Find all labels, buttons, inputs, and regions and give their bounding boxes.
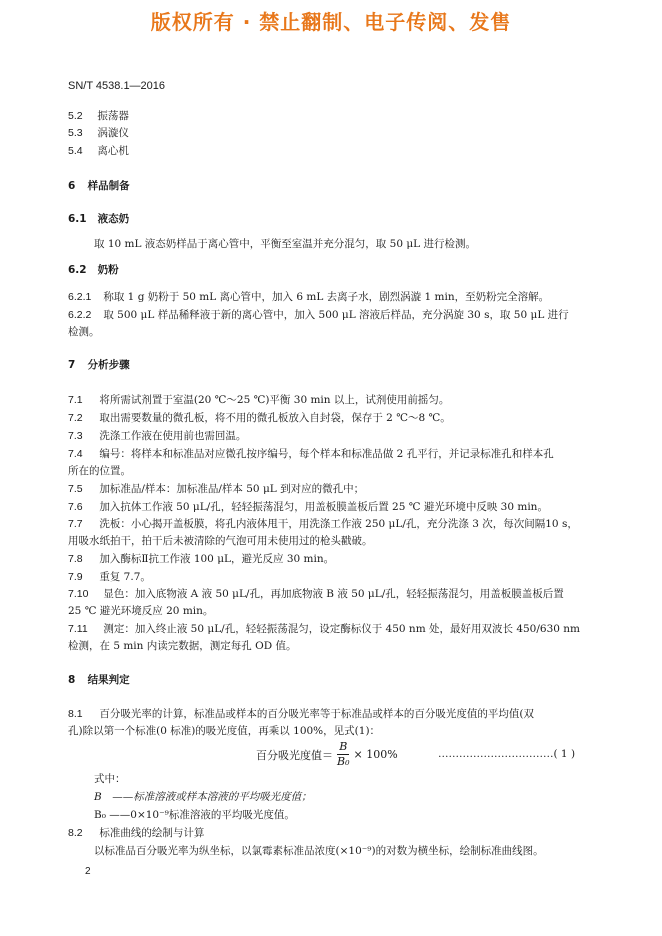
standard-number: SN/T 4538.1—2016	[68, 80, 166, 92]
section-heading-8: 8 结果判定	[68, 674, 130, 686]
step-item: 7.2 取出需要数量的微孔板，将不用的微孔板放入自封袋，保存于 2 ℃～8 ℃。	[68, 412, 451, 424]
list-item: 5.2 振荡器	[68, 110, 129, 122]
definition-b: B ——标准溶液或样本溶液的平均吸光度值；	[94, 791, 312, 803]
paragraph-6-2-2-cont: 检测。	[68, 326, 100, 338]
formula-rhs: × 100%	[353, 748, 398, 761]
formula-1	[256, 740, 398, 769]
paragraph-8-1-cont: 孔)除以第一个标准(0 标准)的吸光度值，再乘以 100%，见式(1)：	[68, 725, 381, 737]
step-item: 7.9 重复 7.7。	[68, 571, 151, 583]
paragraph-6-1: 取 10 mL 液态奶样品于离心管中，平衡至室温并充分混匀，取 50 μL 进行检测。	[94, 238, 476, 250]
page-number: 2	[85, 866, 91, 877]
list-item: 5.4 离心机	[68, 145, 129, 157]
step-item: 7.5 加标准品/样本：加标准品/样本 50 μL 到对应的微孔中；	[68, 483, 365, 495]
step-item: 7.11 测定：加入终止液 50 μL/孔，轻轻振荡混匀，设定酶标仪于 450 nm 处，最好用双波长 450/630 nm	[68, 623, 581, 635]
paragraph-8-2: 8.2 标准曲线的绘制与计算	[68, 827, 205, 839]
list-item: 5.3 涡漩仪	[68, 127, 129, 139]
step-item: 7.10 显色：加入底物液 A 液 50 μL/孔，再加底物液 B 液 50 μL/孔，轻轻振荡混匀，用盖板膜盖板后置	[68, 588, 564, 600]
step-item-cont: 用吸水纸拍干，拍干后未被清除的气泡可用未使用过的枪头戳破。	[68, 535, 373, 547]
section-heading-6-1: 6.1 液态奶	[68, 213, 130, 225]
paragraph-6-2-1: 6.2.1 称取 1 g 奶粉于 50 mL 离心管中，加入 6 mL 去离子水，剧烈涡漩 1 min，至奶粉完全溶解。	[68, 291, 550, 303]
step-item: 7.4 编号：将样本和标准品对应微孔按序编号，每个样本和标准品做 2 孔平行，并记录标准孔和样本孔	[68, 448, 554, 460]
step-item: 7.3 洗涤工作液在使用前也需回温。	[68, 430, 247, 442]
equation-number: ……………………………( 1 )	[438, 748, 576, 760]
formula-fraction	[337, 740, 350, 769]
section-heading-6-2: 6.2 奶粉	[68, 264, 119, 276]
step-item: 7.6 加入抗体工作液 50 μL/孔，轻轻振荡混匀，用盖板膜盖板后置 25 ℃ 避光环境中反映 30 min。	[68, 501, 548, 513]
formula-numerator: B	[339, 740, 348, 753]
paragraph-6-2-2: 6.2.2 取 500 μL 样品稀释液于新的离心管中，加入 500 μL 溶液后样品，充分涡旋 30 s，取 50 μL 进行	[68, 309, 569, 321]
step-item: 7.7 洗板：小心揭开盖板膜，将孔内液体甩干，用洗涤工作液 250 μL/孔，充分洗涤 3 次，每次间隔10 s，	[68, 518, 578, 530]
formula-denominator: B₀	[337, 755, 350, 768]
step-item: 7.1 将所需试剂置于室温(20 ℃～25 ℃)平衡 30 min 以上，试剂使用前摇匀。	[68, 394, 450, 406]
where-label: 式中：	[94, 773, 126, 785]
step-item: 7.8 加入酶标Ⅱ抗工作液 100 μL，避光反应 30 min。	[68, 553, 335, 565]
watermark-banner: 版权所有 · 禁止翻制、电子传阅、发售	[150, 10, 512, 34]
section-heading-6: 6 样品制备	[68, 180, 130, 192]
step-item-cont: 所在的位置。	[68, 465, 131, 477]
paragraph-8-2-text: 以标准品百分吸光率为纵坐标，以氯霉素标准品浓度(×10⁻⁹)的对数为横坐标，绘制标准曲线图。	[94, 845, 544, 857]
paragraph-8-1: 8.1 百分吸光率的计算，标准品或样本的百分吸光率等于标准品或样本的百分吸光度值的平均值(双	[68, 708, 534, 720]
step-item-cont: 检测，在 5 min 内读完数据，测定每孔 OD 值。	[68, 640, 297, 652]
step-item-cont: 25 ℃ 避光环境反应 20 min。	[68, 605, 214, 617]
section-heading-7: 7 分析步骤	[68, 359, 130, 371]
formula-lhs: 百分吸光度值＝	[256, 748, 333, 762]
definition-b0: B₀ ——0×10⁻⁹标准溶液的平均吸光度值。	[94, 809, 295, 821]
